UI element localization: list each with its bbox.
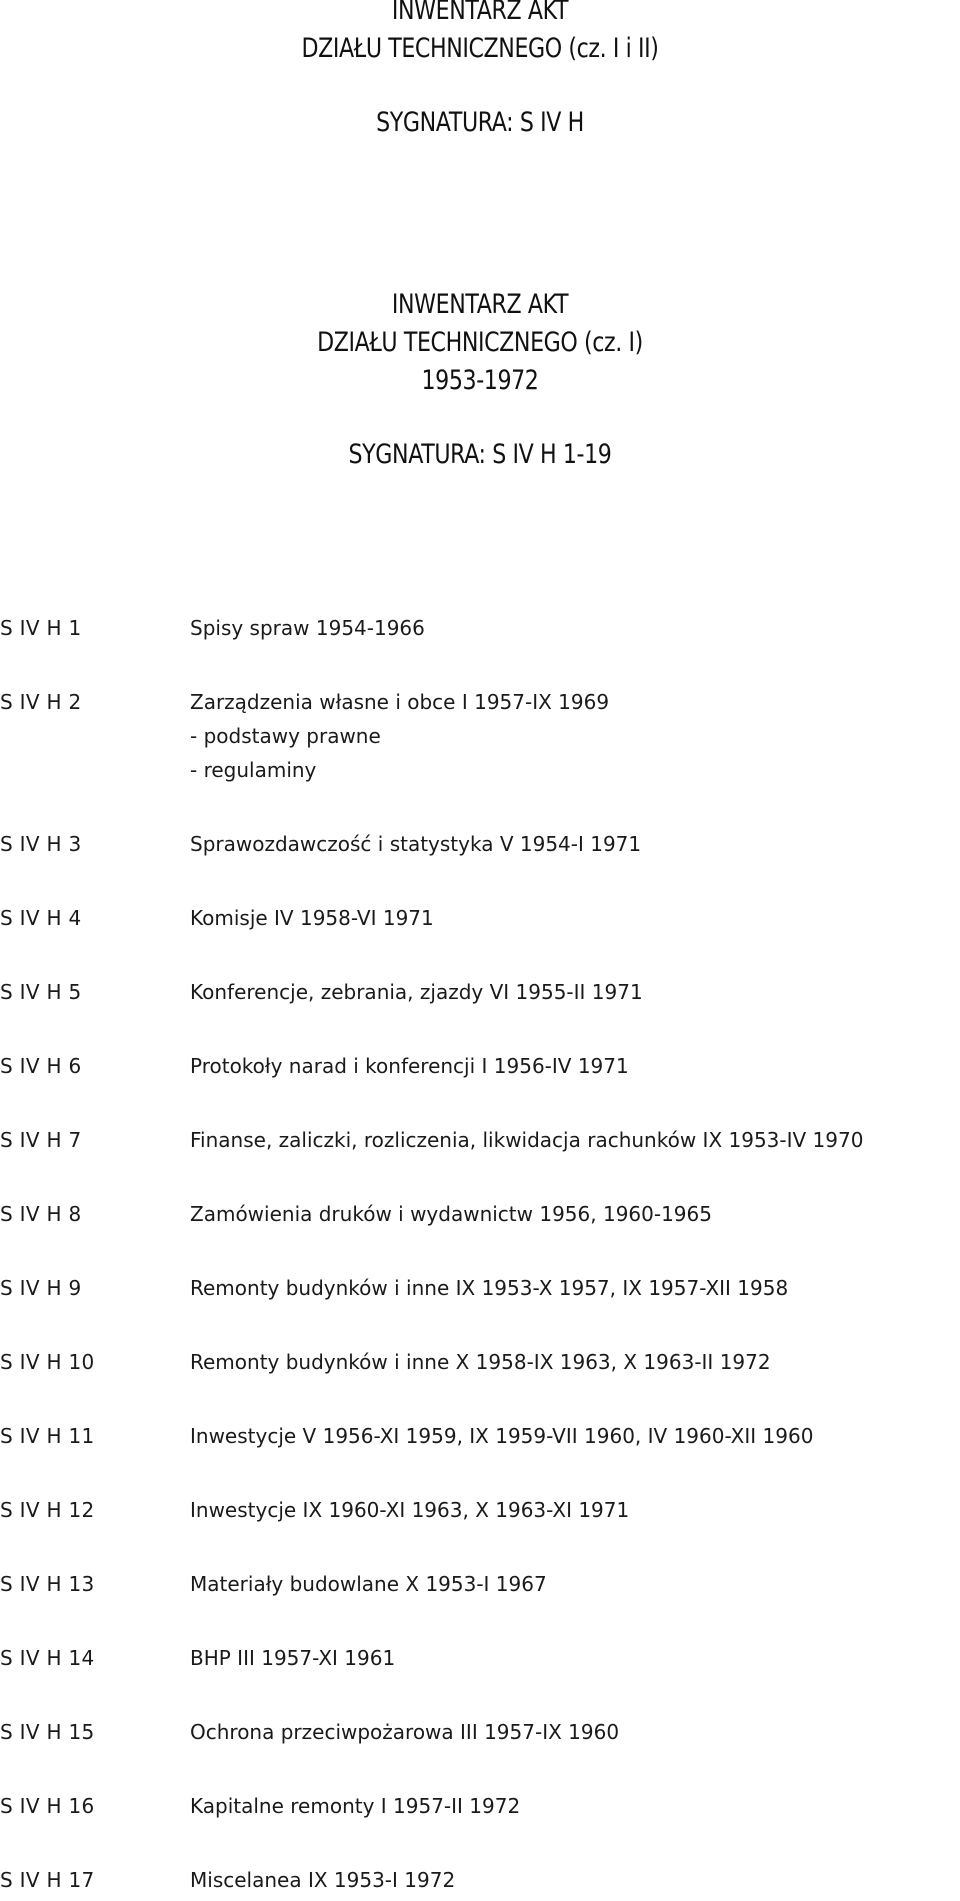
header-signature [86,436,873,474]
entry-description: Zamówienia druków i wydawnictw 1956, 1960-1965 [190,1202,712,1226]
entry-description: Ochrona przeciwpożarowa III 1957-IX 1960 [190,1720,620,1744]
entry-description: Spisy spraw 1954-1966 [190,616,425,640]
entry-description: Remonty budynków i inne IX 1953-X 1957, IX 1957-XII 1958 [190,1276,789,1300]
header-signature [86,104,873,142]
header-signature-text: SYGNATURA: S IV H [376,107,584,138]
entry-signature: S IV H 13 [0,1572,95,1596]
header-signature-text: SYGNATURA: S IV H 1-19 [348,439,612,470]
entry-description: Kapitalne remonty I 1957-II 1972 [190,1794,521,1818]
entry-signature: S IV H 3 [0,832,82,856]
entry-signature: S IV H 2 [0,690,82,714]
entry-description: Sprawozdawczość i statystyka V 1954-I 1971 [190,832,642,856]
entry-signature: S IV H 17 [0,1868,95,1892]
entry-signature: S IV H 15 [0,1720,95,1744]
entry-sub-item: - podstawy prawne [190,724,381,748]
header-title-line: DZIAŁU TECHNICZNEGO (cz. I i II) [301,33,659,64]
entry-description: Inwestycje V 1956-XI 1959, IX 1959-VII 1960, IV 1960-XII 1960 [190,1424,814,1448]
entry-description: Finanse, zaliczki, rozliczenia, likwidacja rachunków IX 1953-IV 1970 [190,1128,864,1152]
entry-signature: S IV H 7 [0,1128,82,1152]
inventory-header-parts-1-2 [86,0,873,68]
entry-signature: S IV H 8 [0,1202,82,1226]
header-title-line: INWENTARZ AKT [391,289,569,320]
entry-signature: S IV H 10 [0,1350,95,1374]
entry-description: Remonty budynków i inne X 1958-IX 1963, X 1963-II 1972 [190,1350,771,1374]
header-title-line: DZIAŁU TECHNICZNEGO (cz. I) [317,327,643,358]
header-date-range: 1953-1972 [421,365,539,396]
entry-description: BHP III 1957-XI 1961 [190,1646,396,1670]
entry-signature: S IV H 9 [0,1276,82,1300]
entry-signature: S IV H 11 [0,1424,95,1448]
entry-signature: S IV H 5 [0,980,82,1004]
entry-description: Miscelanea IX 1953-I 1972 [190,1868,456,1892]
entry-description: Protokoły narad i konferencji I 1956-IV 1971 [190,1054,629,1078]
entry-description: Zarządzenia własne i obce I 1957-IX 1969 [190,690,610,714]
entry-signature: S IV H 4 [0,906,82,930]
entry-description: Komisje IV 1958-VI 1971 [190,906,434,930]
entry-signature: S IV H 12 [0,1498,95,1522]
entry-signature: S IV H 16 [0,1794,95,1818]
entry-description-block [190,685,609,787]
entry-description: Konferencje, zebrania, zjazdy VI 1955-II 1971 [190,980,643,1004]
inventory-header-part-1 [86,286,873,400]
entry-description: Materiały budowlane X 1953-I 1967 [190,1572,547,1596]
entry-description: Inwestycje IX 1960-XI 1963, X 1963-XI 1971 [190,1498,630,1522]
entry-signature: S IV H 14 [0,1646,95,1670]
header-title-line: INWENTARZ AKT [391,0,569,26]
entry-signature: S IV H 1 [0,616,82,640]
entry-sub-item: - regulaminy [190,758,317,782]
entry-signature: S IV H 6 [0,1054,82,1078]
